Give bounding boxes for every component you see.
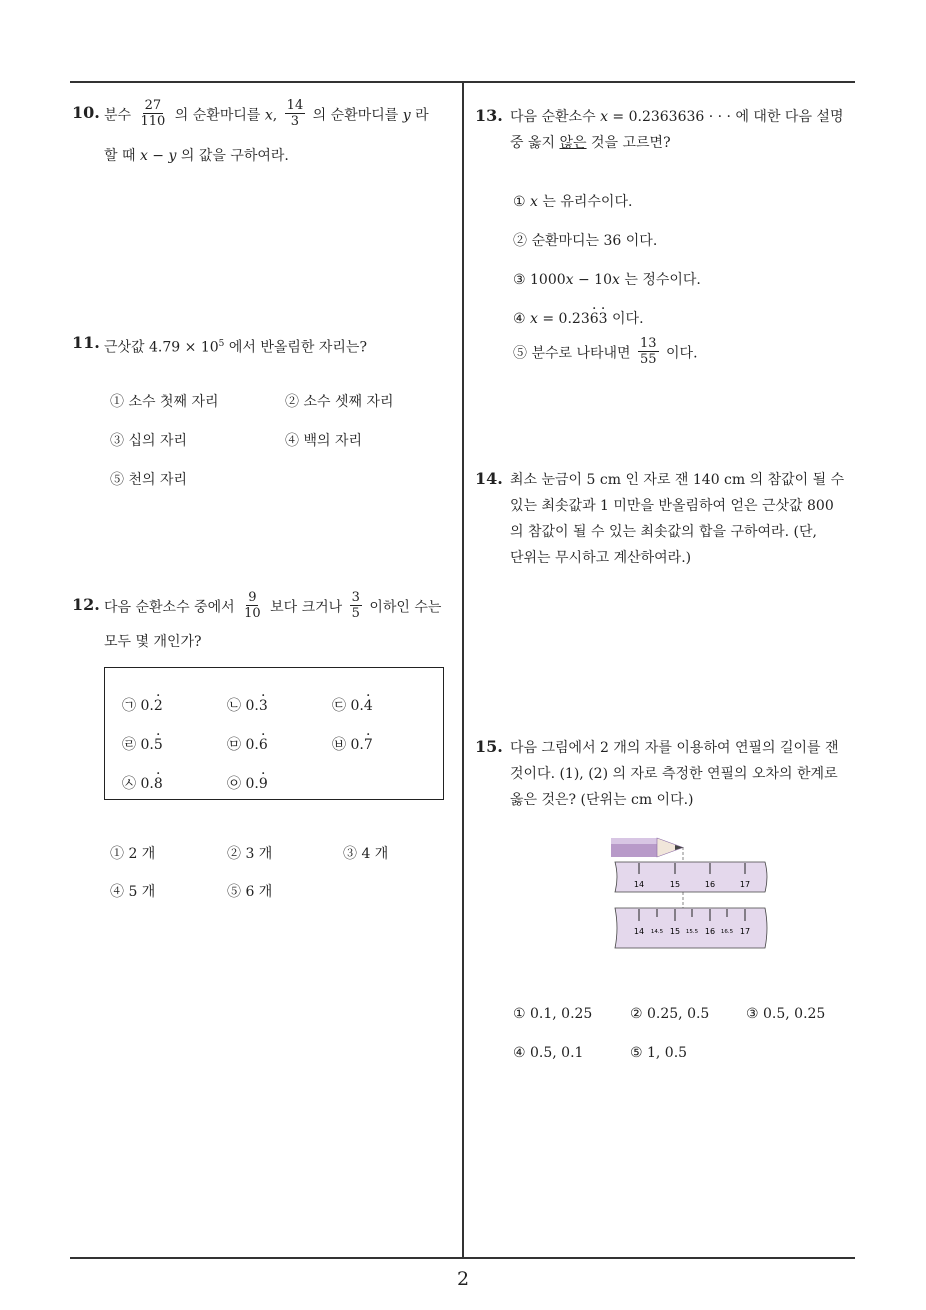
- ruler-2-label: 16: [704, 927, 716, 936]
- question-number: 12.: [72, 595, 100, 614]
- ruler-2-label: 14: [633, 927, 645, 936]
- question-text-line-4: 단위는 무시하고 계산하여라.): [510, 550, 692, 566]
- pencil-ruler-figure: [605, 832, 775, 952]
- question-text: 다음 순환소수 중에서 $\frac{9}{10}$ 보다 크거나 $\frac{3}{5}$ 이하인 수는: [104, 590, 442, 621]
- option-2[interactable]: ② 순환마디는 36 이다.: [513, 233, 658, 249]
- box-item-5: ㉤ 0.· 6: [227, 734, 268, 754]
- fraction: $\frac{3}{5}$: [351, 590, 360, 621]
- question-text-line2: 중 옳지 않은 것을 고르면?: [510, 135, 671, 151]
- option-1[interactable]: ① 0.1, 0.25: [513, 1006, 593, 1022]
- box-item-4: ㉣ 0.· 5: [122, 734, 163, 754]
- ruler-2-label: 15: [669, 927, 681, 936]
- question-number: 11.: [72, 333, 100, 352]
- option-3[interactable]: ③ 4 개: [343, 846, 389, 862]
- page-number: 2: [456, 1268, 470, 1290]
- question-text-line2: 모두 몇 개인가?: [104, 634, 202, 650]
- option-4[interactable]: ④ 백의 자리: [285, 433, 362, 449]
- box-item-6: ㉥ 0.· 7: [332, 734, 373, 754]
- option-4[interactable]: ④ x = 0.23· 6· 3 이다.: [513, 308, 644, 328]
- option-3[interactable]: ③ 0.5, 0.25: [746, 1006, 826, 1022]
- box-item-3: ㉢ 0.· 4: [332, 695, 373, 715]
- option-2[interactable]: ② 3 개: [227, 846, 273, 862]
- question-text: 분수 $\frac{27}{110}$ 의 순환마디를 x, $\frac{14}{3}$ 의 순환마디를 y 라: [104, 98, 429, 129]
- ruler-1-label: 17: [739, 880, 751, 889]
- question-text-line-2: 것이다. (1), (2) 의 자로 측정한 연필의 오차의 한계로: [510, 766, 838, 782]
- question-text-line-1: 최소 눈금이 5 cm 인 자로 잰 140 cm 의 참값이 될 수: [510, 472, 845, 488]
- fraction: $\frac{14}{3}$: [286, 98, 304, 129]
- question-number: 13.: [475, 106, 503, 125]
- box-item-7: ㉦ 0.· 8: [122, 773, 163, 793]
- box-item-1: ㉠ 0.· 2: [122, 695, 163, 715]
- question-text-line-1: 다음 그림에서 2 개의 자를 이용하여 연필의 길이를 잰: [510, 740, 839, 756]
- option-5[interactable]: ⑤ 6 개: [227, 884, 273, 900]
- option-1[interactable]: ① 2 개: [110, 846, 156, 862]
- question-text: 다음 순환소수 x = 0.2363636 · · · 에 대한 다음 설명: [510, 109, 844, 125]
- question-number: 15.: [475, 737, 503, 756]
- box-item-8: ㉧ 0.· 9: [227, 773, 268, 793]
- option-1[interactable]: ① x 는 유리수이다.: [513, 194, 633, 210]
- bottom-rule: [70, 1257, 855, 1259]
- option-3[interactable]: ③ 1000x − 10x 는 정수이다.: [513, 272, 701, 288]
- fraction: $\frac{27}{110}$: [140, 98, 166, 129]
- question-text: 근삿값 $4.79 \times 10^5$ 에서 반올림한 자리는?: [104, 339, 367, 356]
- option-5[interactable]: ⑤ 1, 0.5: [630, 1045, 688, 1061]
- ruler-2-label: 15.5: [685, 929, 699, 935]
- question-text-line-3: 의 참값이 될 수 있는 최솟값의 합을 구하여라. (단,: [510, 524, 817, 540]
- pencil-icon: [611, 838, 683, 857]
- option-5[interactable]: ⑤ 분수로 나타내면 $\frac{13}{55}$ 이다.: [513, 336, 698, 367]
- option-1[interactable]: ① 소수 첫째 자리: [110, 394, 219, 410]
- question-text-line-3: 옳은 것은? (단위는 cm 이다.): [510, 792, 694, 808]
- fraction: $\frac{13}{55}$: [640, 336, 657, 367]
- option-5[interactable]: ⑤ 천의 자리: [110, 472, 187, 488]
- column-divider: [462, 81, 464, 1259]
- ruler-1-label: 14: [633, 880, 645, 889]
- option-3[interactable]: ③ 십의 자리: [110, 433, 187, 449]
- question-text-line2: 할 때 x − y 의 값을 구하여라.: [104, 148, 289, 164]
- option-2[interactable]: ② 0.25, 0.5: [630, 1006, 710, 1022]
- ruler-1-label: 15: [669, 880, 681, 889]
- question-number: 10.: [72, 103, 100, 122]
- fraction: $\frac{9}{10}$: [244, 590, 261, 621]
- ruler-2-label: 16.5: [720, 929, 734, 935]
- question-text-line-2: 있는 최솟값과 1 미만을 반올림하여 얻은 근삿값 800: [510, 498, 834, 514]
- ruler-1-label: 16: [704, 880, 716, 889]
- box-item-2: ㉡ 0.· 3: [227, 695, 268, 715]
- option-2[interactable]: ② 소수 셋째 자리: [285, 394, 394, 410]
- ruler-2-label: 17: [739, 927, 751, 936]
- ruler-2-label: 14.5: [650, 929, 664, 935]
- question-number: 14.: [475, 469, 503, 488]
- option-4[interactable]: ④ 0.5, 0.1: [513, 1045, 584, 1061]
- option-4[interactable]: ④ 5 개: [110, 884, 156, 900]
